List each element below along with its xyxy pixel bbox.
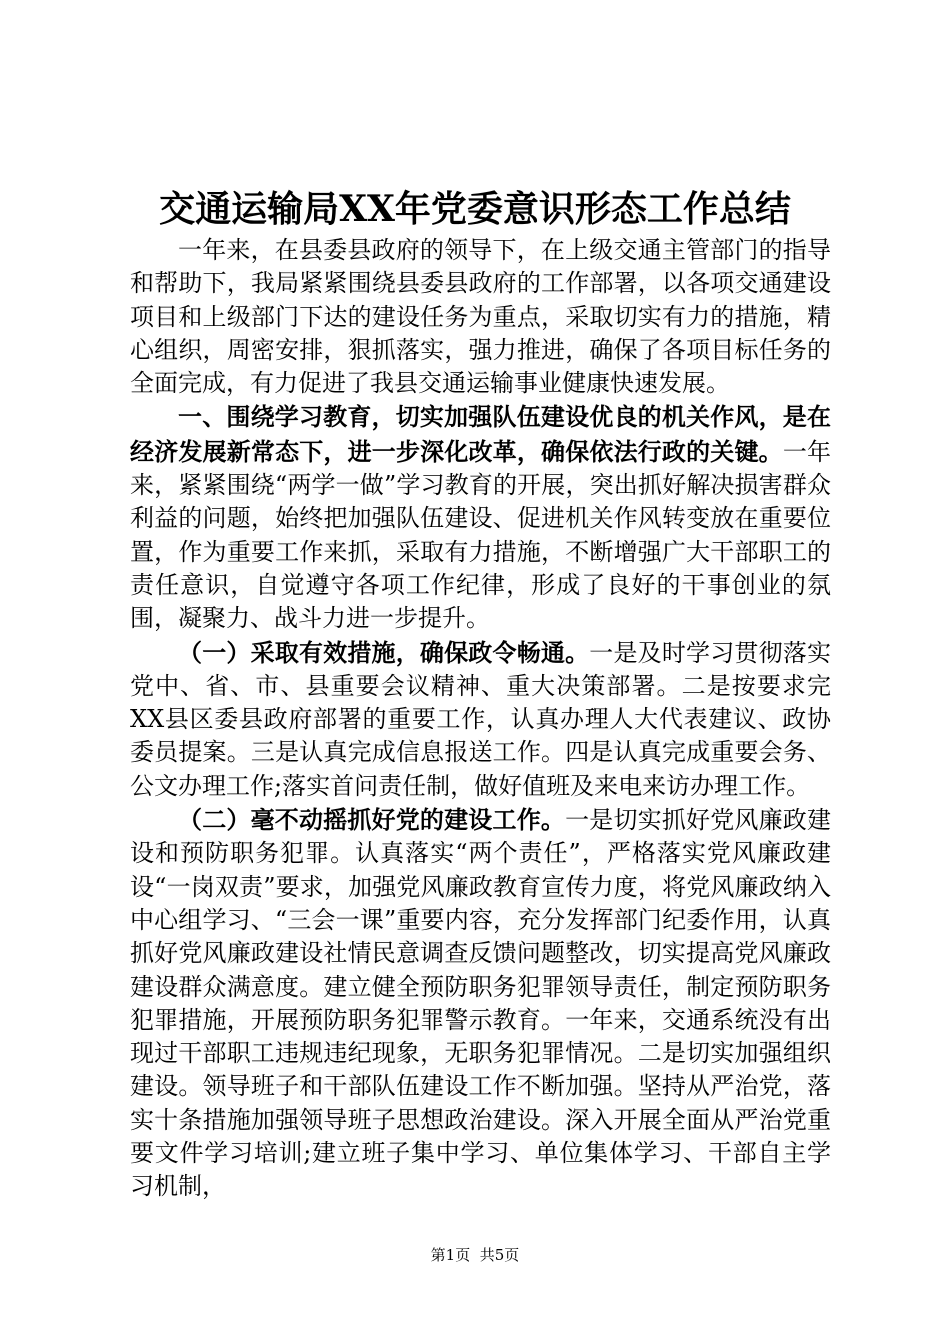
page-number: 第1页 bbox=[430, 1246, 471, 1264]
page-total: 共5页 bbox=[479, 1246, 520, 1264]
document-body bbox=[130, 234, 831, 1204]
document-title: 交通运输局XX年党委意识形态工作总结 bbox=[159, 188, 791, 230]
paragraph-intro bbox=[130, 234, 831, 400]
subsection-heading: （二）毫不动摇抓好党的建设工作。 bbox=[178, 805, 566, 835]
paragraph-text: 一是切实抓好党风廉政建设和预防职务犯罪。认真落实“两个责任”，严格落实党风廉政建设“一岗双责”要求，加强党风廉政教育宣传力度，将党风廉政纳入中心组学习、“三会一课”重要内容，充分发挥部门纪委作用，认真抓好党风廉政建设社情民意调查反馈问题整改，切实提高党风廉政建设群众满意度。建立健全预防职务犯罪领导责任，制定预防职务犯罪措施，开展预防职务犯罪警示教育。一年来，交通系统没有出现过干部职工违规违纪现象，无职务犯罪情况。二是切实加强组织建设。领导班子和干部队伍建设工作不断加强。坚持从严治党，落实十条措施加强领导班子思想政治建设。深入开展全面从严治党重要文件学习培训;建立班子集中学习、单位集体学习、干部自主学习机制， bbox=[130, 806, 832, 1201]
page-footer bbox=[0, 1245, 950, 1265]
paragraph-text: 一年来，紧紧围绕“两学一做”学习教育的开展，突出抓好解决损害群众利益的问题，始终把加强队伍建设、促进机关作风转变放在重要位置，作为重要工作来抓，采取有力措施，不断增强广大干部职工的责任意识，自觉遵守各项工作纪律，形成了良好的干事创业的氛围，凝聚力、战斗力进一步提升。 bbox=[130, 437, 832, 633]
subsection-heading: （一）采取有效措施，确保政令畅通。 bbox=[178, 637, 590, 667]
paragraph-section-1 bbox=[130, 400, 831, 635]
paragraph-subsection-2 bbox=[130, 803, 831, 1204]
paragraph-subsection-1 bbox=[130, 636, 831, 803]
section-heading: 一、围绕学习教育，切实加强队伍建设优良的机关作风，是在经济发展新常态下，进一步深化改革，确保依法行政的关键。 bbox=[130, 402, 831, 466]
paragraph-text: 一是及时学习贯彻落实党中、省、市、县重要会议精神、重大决策部署。二是按要求完XX县区委县政府部署的重要工作，认真办理人大代表建议、政协委员提案。三是认真完成信息报送工作。四是认真完成重要会务、公文办理工作;落实首问责任制，做好值班及来电来访办理工作。 bbox=[130, 638, 832, 800]
paragraph-text: 一年来，在县委县政府的领导下，在上级交通主管部门的指导和帮助下，我局紧紧围绕县委县政府的工作部署，以各项交通建设项目和上级部门下达的建设任务为重点，采取切实有力的措施，精心组织，周密安排，狠抓落实，强力推进，确保了各项目标任务的全面完成，有力促进了我县交通运输事业健康快速发展。 bbox=[130, 236, 831, 398]
